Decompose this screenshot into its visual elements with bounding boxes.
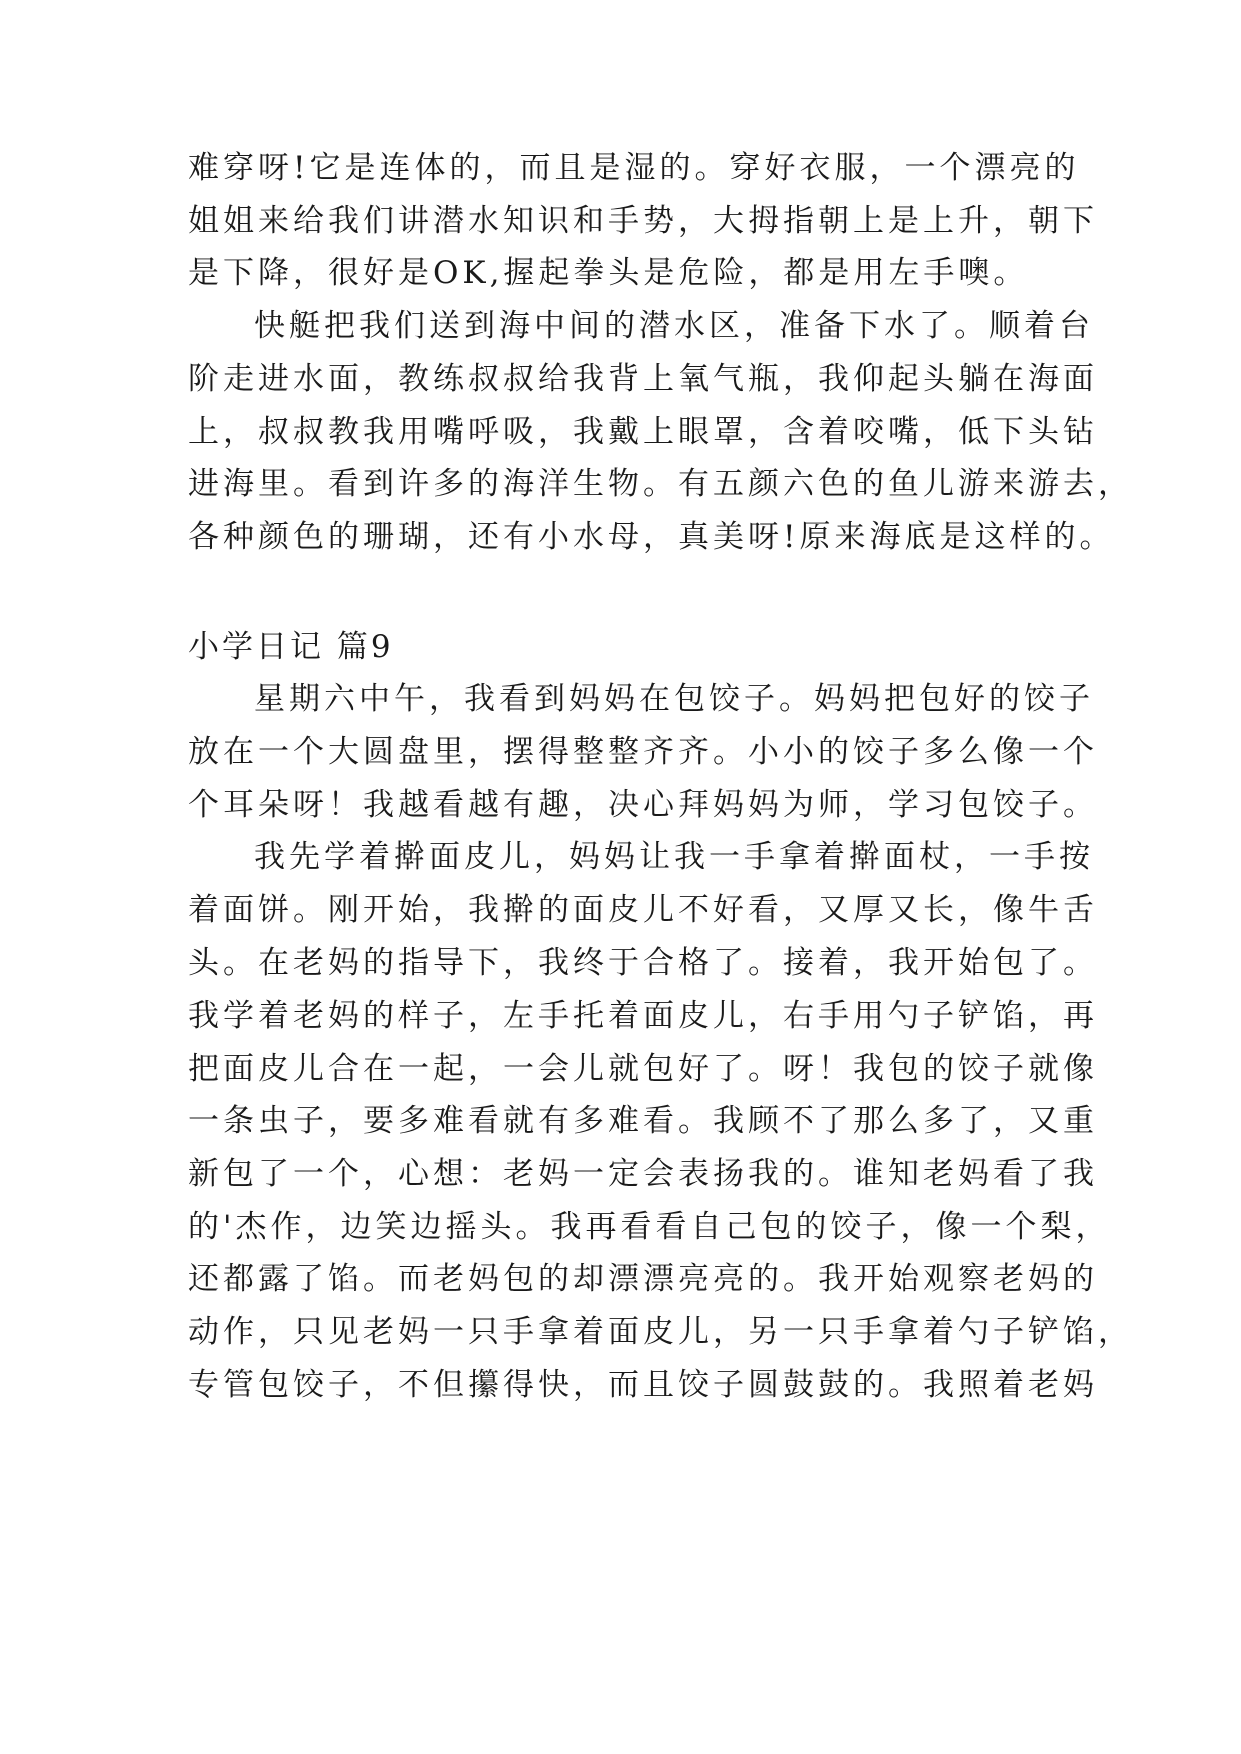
text-line: 还都露了馅。而老妈包的却漂漂亮亮的。我开始观察老妈的 bbox=[188, 1261, 1098, 1297]
text-line: 着面饼。刚开始，我擀的面皮儿不好看，又厚又长，像牛舌 bbox=[188, 892, 1098, 928]
text-line: 阶走进水面，教练叔叔给我背上氧气瓶，我仰起头躺在海面 bbox=[188, 361, 1098, 397]
text-line: 上，叔叔教我用嘴呼吸，我戴上眼罩，含着咬嘴，低下头钻 bbox=[188, 414, 1098, 450]
text-line: 动作，只见老妈一只手拿着面皮儿，另一只手拿着勺子铲馅， bbox=[188, 1314, 1133, 1350]
section-heading: 小学日记 篇9 bbox=[188, 629, 394, 665]
text-line: 一条虫子，要多难看就有多难看。我顾不了那么多了，又重 bbox=[188, 1103, 1098, 1139]
text-line: 专管包饺子，不但攥得快，而且饺子圆鼓鼓的。我照着老妈 bbox=[188, 1367, 1098, 1403]
text-line: 的'杰作，边笑边摇头。我再看看自己包的饺子，像一个梨， bbox=[188, 1209, 1111, 1245]
text-line: 星期六中午，我看到妈妈在包饺子。妈妈把包好的饺子 bbox=[254, 681, 1094, 717]
text-line: 个耳朵呀！我越看越有趣，决心拜妈妈为师，学习包饺子。 bbox=[188, 787, 1098, 823]
text-line: 放在一个大圆盘里，摆得整整齐齐。小小的饺子多么像一个 bbox=[188, 734, 1098, 770]
text-line: 快艇把我们送到海中间的潜水区，准备下水了。顺着台 bbox=[254, 308, 1094, 344]
text-line: 我学着老妈的样子，左手托着面皮儿，右手用勺子铲馅，再 bbox=[188, 998, 1098, 1034]
text-line: 是下降，很好是OK,握起拳头是危险，都是用左手噢。 bbox=[188, 255, 1029, 291]
text-line: 难穿呀!它是连体的，而且是湿的。穿好衣服，一个漂亮的 bbox=[188, 150, 1080, 186]
text-line: 头。在老妈的指导下，我终于合格了。接着，我开始包了。 bbox=[188, 945, 1098, 981]
text-line: 姐姐来给我们讲潜水知识和手势，大拇指朝上是上升，朝下 bbox=[188, 203, 1098, 239]
text-line: 把面皮儿合在一起，一会儿就包好了。呀！我包的饺子就像 bbox=[188, 1051, 1098, 1087]
text-line: 新包了一个，心想：老妈一定会表扬我的。谁知老妈看了我 bbox=[188, 1156, 1098, 1192]
text-line: 我先学着擀面皮儿，妈妈让我一手拿着擀面杖，一手按 bbox=[254, 839, 1094, 875]
text-line: 进海里。看到许多的海洋生物。有五颜六色的鱼儿游来游去， bbox=[188, 466, 1133, 502]
text-line: 各种颜色的珊瑚，还有小水母，真美呀!原来海底是这样的。 bbox=[188, 519, 1115, 555]
